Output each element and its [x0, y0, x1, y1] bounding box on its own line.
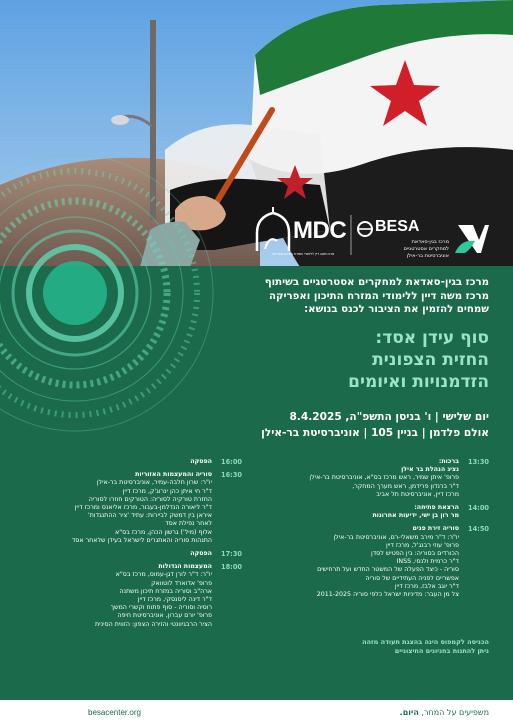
session-title: ברכות: [438, 458, 459, 465]
session-line: יו"ר: ד"ר מירב משאלי-רם, אוניברסיטת בר-אילן [333, 533, 459, 541]
session-title: הרצאת פתיחה: [414, 504, 459, 512]
session-line: צל מן העבר: מדיניות ישראל כלפי סוריה 2011-2025 [316, 591, 459, 599]
session-line: יו"ר: שרון חלבה-עמיר, אוניברסיטת בר-אילן [96, 479, 212, 487]
session-title: המעצמות הגדולות [158, 563, 212, 571]
besa-circle-icon [358, 222, 372, 236]
session-title: סוריה והמעצמות האזוריות [135, 471, 212, 479]
session-line: ד"ר ליאורה הנדלמן-בעבור, מרכז אליאנס ומרכז דיין [74, 504, 212, 512]
session-line: רוסיה וסוריה - סוף פתוח וקשרי המשך [110, 604, 212, 612]
session-line: איראן בין דמשק לביירות: עתיד 'ציר ההתנגדות' [88, 512, 212, 520]
session-line: נציג הנהלת בר אילן [401, 466, 459, 474]
session-time: 16:30 [221, 471, 242, 480]
session-time: 16:00 [221, 458, 242, 466]
conference-title [159, 327, 489, 393]
session-line: ד"ר ברנדון פרידמן, ראש מערך המחקר, [352, 482, 459, 490]
session-time: 14:00 [468, 504, 489, 513]
session-line: ד"ר כרמית ולנסי, INSS [396, 558, 459, 566]
session-title: הפסקה [190, 458, 212, 465]
event-date: יום שלישי | ו' בניסן התשפ"ה, 8.4.2025 [289, 411, 489, 423]
program-session [24, 550, 242, 558]
program-session [267, 458, 489, 499]
session-line: אלוף (מיל') גרשון הכהן, מרכז בס"א [115, 528, 212, 536]
besa-logo-subtitle-2: למחקרים אסטרטגיים [403, 246, 449, 252]
program-session [24, 563, 242, 629]
mdc-logo-subtitle: מרכז משה דיין ללימודי המזרח התיכון ואפריקה [271, 252, 335, 256]
slogan-emphasis: היום. [399, 708, 419, 717]
title-line-1: סוף עידן אסד: [375, 328, 489, 348]
session-line: ארה"ב וסוריה במזרח תיכון משתנה [119, 587, 212, 595]
session-line: פרופ' יורם עברון, אוניברסיטת חיפה [117, 612, 212, 620]
session-line: החזרת טורקיה לסוריה: הטורקים חוזרו לסוריה [88, 495, 212, 503]
mdc-dome-icon [257, 207, 289, 251]
session-time: 17:30 [221, 550, 242, 559]
slogan [400, 708, 489, 717]
session-title: הפסקה [190, 550, 212, 558]
entry-note [259, 638, 489, 655]
intro-text [189, 276, 489, 317]
program-column-left [24, 458, 242, 634]
footer [0, 700, 513, 726]
intro-line-3: שמחים להזמין את הציבור לכנס בנושא: [304, 304, 489, 316]
session-line: יו"ר: ד"ר לורן דגן-עמוס, מרכז בס"א [115, 571, 212, 579]
session-line: פרופ' איתן שמיר, ראש מרכז בס"א, אוניברסיטת בר-אילן [309, 474, 459, 482]
logos-bar [253, 205, 493, 263]
session-line: מרכז דיין, אוניברסיטת תל אביב [376, 490, 459, 498]
program-session [24, 471, 242, 545]
title-line-2: החזית הצפונית [372, 350, 489, 370]
title-line-3: הזדמנויות ואיומים [348, 372, 489, 392]
session-line: הכורדים בסוריה: בין הפטיש לסדן [371, 550, 459, 558]
session-time: 14:50 [468, 525, 489, 534]
event-venue: אולם פלדמן | בניין 105 | אוניברסיטת בר-אילן [261, 427, 489, 439]
entry-note-line-1: הכניסה לקמפוס הינה בהצגת תעודה מזהה [362, 638, 489, 646]
session-line: ד"ר דינה ליסנסקי, מרכז דיין [137, 596, 212, 604]
besa-logo-subtitle-1: מרכז בגין-סאדאת [411, 239, 449, 245]
session-title: סוריה זירת פנים [412, 525, 459, 533]
intro-line-2: מרכז משה דיין ללימודי המזרח התיכון ואפריקה [269, 290, 489, 302]
session-line: התנהות סוריה והאתגרים לישראל בעידן שלאחר אסד [71, 536, 212, 544]
mdc-logo-text: MDC [293, 217, 347, 244]
decorative-rings [0, 148, 220, 438]
program-session [267, 504, 489, 520]
session-time: 18:00 [221, 563, 242, 572]
session-line: פרופ' אדוארד לוטוואק [151, 579, 212, 587]
session-line: לאחר נפילת אסד [165, 520, 212, 528]
website-link[interactable]: besacenter.org [88, 708, 141, 717]
session-line: ד"ר יוגב אלבז, מרכז דיין [394, 582, 459, 590]
session-line: ד"ר חי איתן כהן ינרוג'ק, מרכז דיין [122, 487, 212, 495]
session-line: פרופ' עוזי רבנג'ל, מרכז דיין [385, 541, 459, 549]
session-time: 13:30 [468, 458, 489, 466]
program-session [24, 458, 242, 466]
session-line: הציר הרבגיוונטי והזירה הצפון: הזווית הסינית [95, 620, 212, 628]
program-session [267, 525, 489, 599]
besa-logo-text: BESA [375, 218, 420, 235]
intro-line-1: מרכז בגין-סאדאת למחקרים אסטרטגיים בשיתוף [264, 277, 489, 288]
besa-mark-icon [455, 225, 489, 253]
slogan-text: משפיעים על המחר, [418, 708, 489, 717]
session-line: אפשריים לפניה העתידיים של סוריה [365, 574, 459, 582]
session-line: סוריה - כיצד הפעלה של המשטר החדש ועל תרחישים [317, 566, 459, 574]
entry-note-line-2: ניתן להתנות בחניונים החיצוניים [394, 646, 489, 655]
besa-logo-subtitle-3: אוניברסיטת בר-אילן [406, 253, 449, 259]
program-column-right [267, 458, 489, 604]
session-line: מר רון בן ישי, ידיעות אחרונות [372, 512, 459, 520]
